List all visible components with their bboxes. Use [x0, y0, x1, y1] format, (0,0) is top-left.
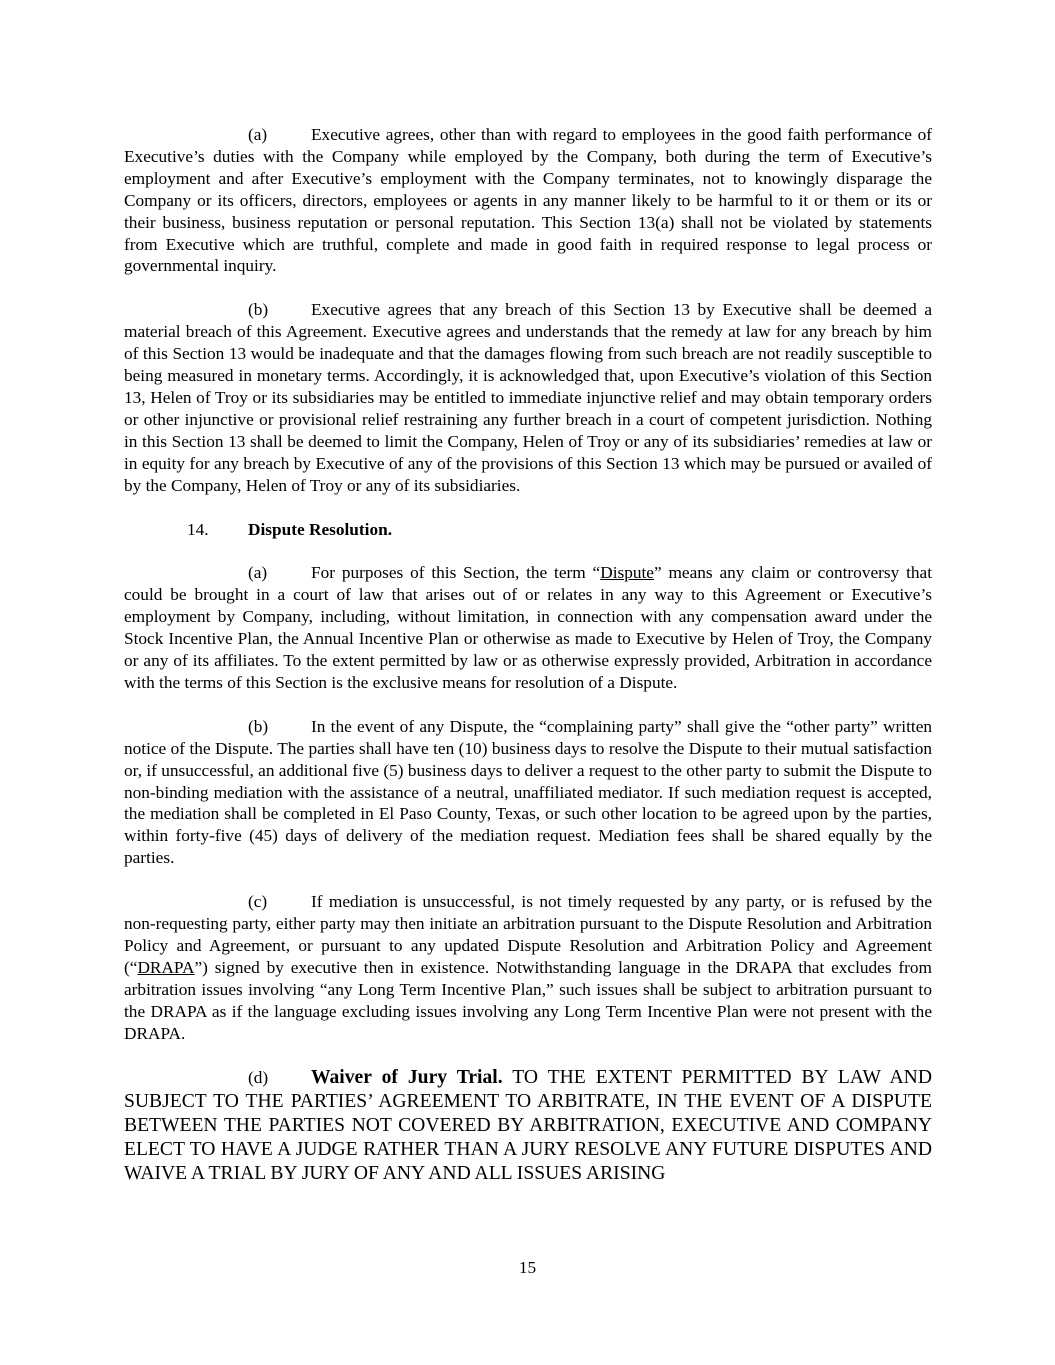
section-14d-paragraph — [124, 1066, 932, 1186]
paragraph-text-after: ” means any claim or controversy that could be brought in a court of law that arises out of or relates in any way to this Agreement or Executive’s employment by Company, including, without limitation, in connection with any compensation award under the Stock Incentive Plan, the Annual Incentive Plan or otherwise as made to Executive by Helen of Troy, the Company or any of its affiliates. To the extent permitted by law or as otherwise expressly provided, Arbitration in accordance with the terms of this Section is the exclusive means for resolution of a Dispute. — [124, 563, 932, 692]
paragraph-text: Executive agrees that any breach of this Section 13 by Executive shall be deemed a material breach of this Agreement. Executive agrees and understands that the remedy at law for any breach by him of this Section 13 would be inadequate and that the damages flowing from such breach are not readily susceptible to being measured in monetary terms. Accordingly, it is acknowledged that, upon Executive’s violation of this Section 13, Helen of Troy or its subsidiaries may be entitled to immediate injunctive relief and may obtain temporary orders or other injunctive or provisional relief restraining any further breach in a court of competent jurisdiction. Nothing in this Section 13 shall be deemed to limit the Company, Helen of Troy or any of its subsidiaries’ remedies at law or in equity for any breach by Executive of any of the provisions of this Section 13 which may be pursued or availed of by the Company, Helen of Troy or any of its subsidiaries. — [124, 300, 932, 495]
section-14-heading — [187, 519, 932, 541]
paragraph-text: TO THE EXTENT PERMITTED BY LAW AND SUBJECT TO THE PARTIES’ AGREEMENT TO ARBITRATE, IN THE EVENT OF A DISPUTE BETWEEN THE PARTIES NOT COVERED BY ARBITRATION, EXECUTIVE AND COMPANY ELECT TO HAVE A JUDGE RATHER THAN A JURY RESOLVE ANY FUTURE DISPUTES AND WAIVE A TRIAL BY JURY OF ANY AND ALL ISSUES ARISING — [124, 1066, 932, 1184]
document-page — [124, 124, 932, 1186]
paragraph-text: In the event of any Dispute, the “complaining party” shall give the “other party” written notice of the Dispute. The parties shall have ten (10) business days to resolve the Dispute to their mutual satisfaction or, if unsuccessful, an additional five (5) business days to deliver a request to the other party to submit the Dispute to non-binding mediation with the assistance of a neutral, unaffiliated mediator. If such mediation request is accepted, the mediation shall be completed in El Paso County, Texas, or such other location to be agreed upon by the parties, within forty-five (45) days of delivery of the mediation request. Mediation fees shall be shared equally by the parties. — [124, 716, 932, 868]
paragraph-label: (c) — [248, 892, 268, 912]
section-14a-paragraph — [124, 562, 932, 693]
paragraph-text-before: If mediation is unsuccessful, is not timely requested by any party, or is refused by the non-requesting party, either party may then initiate an arbitration pursuant to the Dispute Resolution and Arbitration Policy and Agreement, or pursuant to any updated Dispute Resolution and Arbitration Policy and Agreement (“ — [124, 892, 932, 977]
paragraph-text-before: For purposes of this Section, the term “ — [311, 563, 601, 583]
defined-term-dispute: Dispute — [600, 563, 654, 583]
paragraph-text-after: ”) signed by executive then in existence. Notwithstanding language in the DRAPA that excludes from arbitration issues involving “any Long Term Incentive Plan,” such issues shall be subject to arbitration pursuant to the DRAPA as if the language excluding issues involving any Long Term Incentive Plan were not present with the DRAPA. — [124, 957, 932, 1043]
section-title: Dispute Resolution. — [248, 519, 393, 539]
paragraph-text: Executive agrees, other than with regard to employees in the good faith performance of Executive’s duties with the Company while employed by the Company, both during the term of Executive’s employment and after Executive’s employment with the Company terminates, not to knowingly disparage the Company or its officers, directors, employees or agents in any manner likely to be harmful to it or them or its or their business, business reputation or personal reputation. This Section 13(a) shall not be violated by statements from Executive which are truthful, complete and made in good faith in required response to legal process or governmental inquiry. — [124, 125, 932, 276]
section-13b-paragraph — [124, 299, 932, 496]
paragraph-label: (a) — [248, 563, 268, 583]
paragraph-label: (d) — [248, 1067, 269, 1087]
defined-term-drapa: DRAPA — [137, 957, 195, 977]
section-number: 14. — [187, 519, 209, 539]
section-14c-paragraph — [124, 891, 932, 1044]
paragraph-label: (a) — [248, 125, 268, 144]
section-14b-paragraph — [124, 716, 932, 869]
paragraph-heading: Waiver of Jury Trial. — [311, 1066, 503, 1088]
section-13a-paragraph — [124, 124, 932, 277]
paragraph-label: (b) — [248, 300, 269, 320]
paragraph-label: (b) — [248, 716, 269, 736]
page-number: 15 — [518, 1258, 537, 1277]
